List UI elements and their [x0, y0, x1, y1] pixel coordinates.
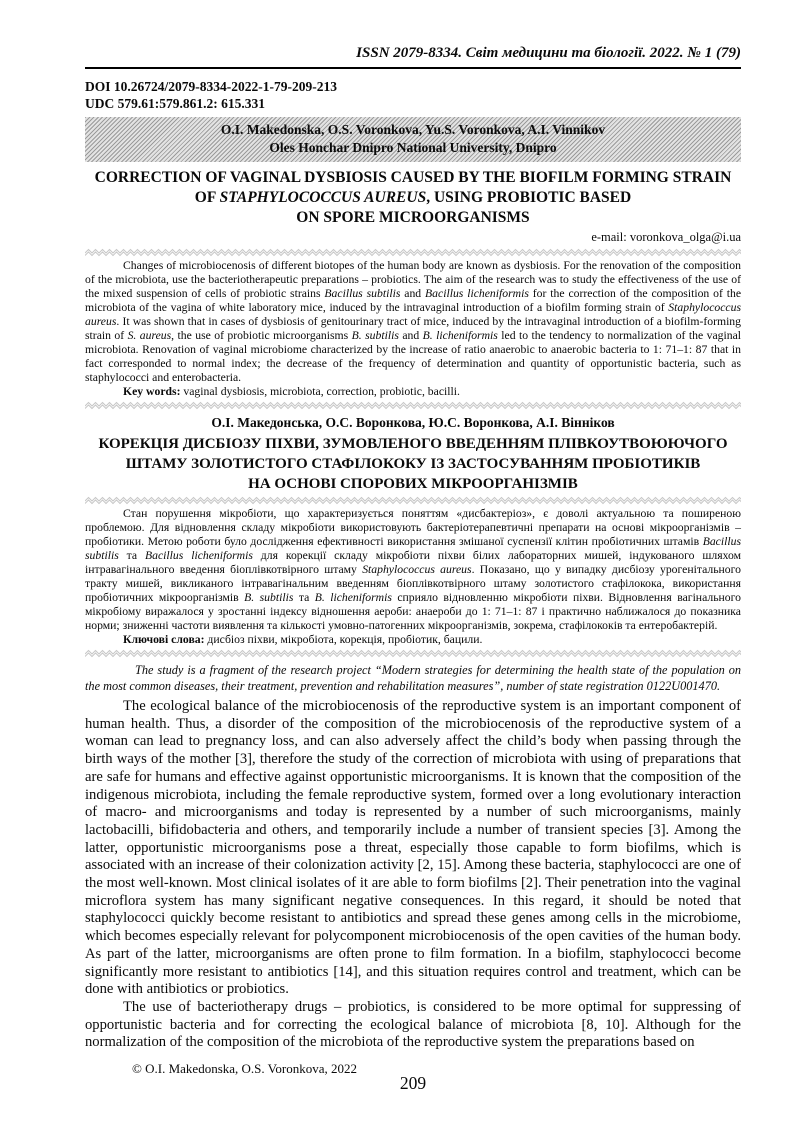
title-ua-line-2: ШТАМУ ЗОЛОТИСТОГО СТАФІЛОКОКУ ІЗ ЗАСТОСУВАННЯМ ПРОБІОТИКІВ [125, 456, 701, 472]
authors-ua: О.І. Македонська, О.С. Воронкова, Ю.С. Воронкова, А.І. Вінніков [211, 415, 615, 430]
udc-line: UDC 579.61:579.861.2: 615.331 [85, 96, 265, 111]
article-title-ua [85, 434, 741, 494]
title-ua-line-1: КОРЕКЦІЯ ДИСБІОЗУ ПІХВИ, ЗУМОВЛЕНОГО ВВЕДЕННЯМ ПЛІВКОУТВОЮЮЧОГО [98, 436, 728, 452]
abstract-ua: Стан порушення мікробіоти, що характеризується поняттям «дисбактеріоз», є доволі актуальною та поширеною проблемою. Для відновлення складу мікробіоти використовують бактеріотерапевтичні препарати на основі мікроорганізмів – пробіотики. Метою роботи було дослідження ефективності використання змішаної суспензії клітин пробіотичних штамів Bacillus subtilis та Bacillus licheniformis для корекції складу мікробіоти піхви білих лабораторних мишей, індукованого шляхом інтравагінального введення біоплівкотвірного штаму Staphylococcus aureus. Показано, що у випадку дисбіозу урогенітального тракту мишей, викликаного інтравагінальним введенням біоплівкотвірного штаму золотистого стафілокока, використання пробіотичних мікроорганізмів B. subtilis та B. licheniformis сприяло відновленню мікробіоти піхви. Відновлення вагінального мікробіому виражалося у зростанні індексу відношення аероби: анаероби до 1: 71–1: 87 і практично наближалося до показника норми; зниженні частоти виявлення та кількості умовно-патогенних мікроорганізмів, зокрема, стафілококів та ентеробактерій. [85, 507, 741, 632]
page-number: 209 [399, 1073, 427, 1094]
title-en-line-1: CORRECTION OF VAGINAL DYSBIOSIS CAUSED BY THE BIOFILM FORMING STRAIN [94, 169, 732, 186]
affiliation-en: Oles Honchar Dnipro National University, Dnipro [269, 140, 557, 155]
email-line: e-mail: voronkova_olga@i.ua [591, 230, 741, 244]
article-body [85, 698, 741, 1052]
zigzag-divider [85, 496, 741, 505]
page-footer [85, 1061, 741, 1105]
authors-en: O.I. Makedonska, O.S. Voronkova, Yu.S. Voronkova, A.I. Vinnikov [220, 122, 606, 137]
body-paragraph-2: The use of bacteriotherapy drugs – probiotics, is considered to be more optimal for suppressing of opportunistic bacteria and for correcting the ecological balance of microbiota [8, 10]. Although for the normalization of the composition of the microbiota of the reproductive system the preparations based on [85, 998, 741, 1051]
doi-line: DOI 10.26724/2079-8334-2022-1-79-209-213 [85, 79, 337, 94]
title-ua-line-3: НА ОСНОВІ СПОРОВИХ МІКРООРГАНІЗМІВ [248, 476, 578, 492]
journal-issn-header: ISSN 2079-8334. Світ медицини та біології. 2022. № 1 (79) [85, 44, 741, 69]
copyright-line: © O.I. Makedonska, O.S. Voronkova, 2022 [132, 1061, 357, 1077]
zigzag-divider [85, 401, 741, 410]
project-note: The study is a fragment of the research project “Modern strategies for determining the health state of the population on the most common diseases, their treatment, prevention and rehabilitation measures”, number of state registration 0122U001470. [85, 663, 741, 693]
keywords-en: Key words: vaginal dysbiosis, microbiota, correction, probiotic, bacilli. [123, 385, 460, 398]
article-title-en [85, 168, 741, 228]
keywords-ua: Ключові слова: дисбіоз піхви, мікробіота, корекція, пробіотик, бацили. [123, 633, 483, 646]
authors-banner [85, 117, 741, 162]
title-en-line-2: OF STAPHYLOCOCCUS AUREUS, USING PROBIOTIC BASED [194, 189, 632, 206]
page-content [85, 44, 741, 1105]
zigzag-divider [85, 248, 741, 257]
title-en-line-3: ON SPORE MICROORGANISMS [296, 209, 530, 226]
zigzag-divider [85, 649, 741, 658]
abstract-en: Changes of microbiocenosis of different biotopes of the human body are known as dysbiosis. For the renovation of the composition of the microbiota, use the bacteriotherapeutic preparations – probiotics. The aim of the research was to study the effectiveness of the use of the mixed suspension of cells of probiotic strains Bacillus subtilis and Bacillus licheniformis for the correction of the composition of the microbiota of the vagina of white laboratory mice, induced by the intravaginal introduction of a biofilm forming strain of Staphylococcus aureus. It was shown that in cases of dysbiosis of genitourinary tract of mice, induced by the intravaginal introduction of a biofilm-forming strain of S. aureus, the use of probiotic microorganisms B. subtilis and B. licheniformis led to the tendency to normalization of the vaginal microbiota. Renovation of vaginal microbiome characterized by the increase of ratio anaerobic to anaerobic bacteria to 1: 71–1: 87 that in fact corresponded to normal index; the decrease of the frequency of determination and quantity of opportunistic bacteria, such as staphylococci and enterobacteria. [85, 259, 742, 384]
body-paragraph-1: The ecological balance of the microbiocenosis of the reproductive system is an important component of human health. Thus, a disorder of the composition of the microbiocenosis of the reproductive system of a woman can lead to pregnancy loss, and can also adversely affect the child’s body when passing through the birth ways of the mother [3], therefore the study of the correction of microbiota with using of preparations that are safe for humans and effective against opportunistic microorganisms. It is known that the composition of the indigenous microbiota, including the female reproductive system, formed over a long evolutionary interaction of macro- and microorganisms and today is represented by a number of such microorganisms, mainly lactobacilli, bifidobacteria and others, and temporarily include a number of transient species [3]. Among the latter, opportunistic microorganisms pose a threat, especially those capable to form biofilms, which is associated with an increase of their colonization activity [2, 15]. Among these bacteria, staphylococci are one of the most well-known. Most clinical isolates of it are able to form biofilms [2]. Their penetration into the vaginal microflora system has many significant negative consequences. In this regard, it should be noted that staphylococci quickly become resistant to antibiotics and spread these genes among cells in the microbiome, which becomes especially relevant for polycomponent microbiocenosis of the open cavities of the human body. As part of the latter, microorganisms are often prone to film formation. In a biofilm, staphylococci become significantly more resistant to antibiotics [14], and this situation requires control and treatment, which can be done with antibiotics or probiotics. [85, 698, 741, 998]
